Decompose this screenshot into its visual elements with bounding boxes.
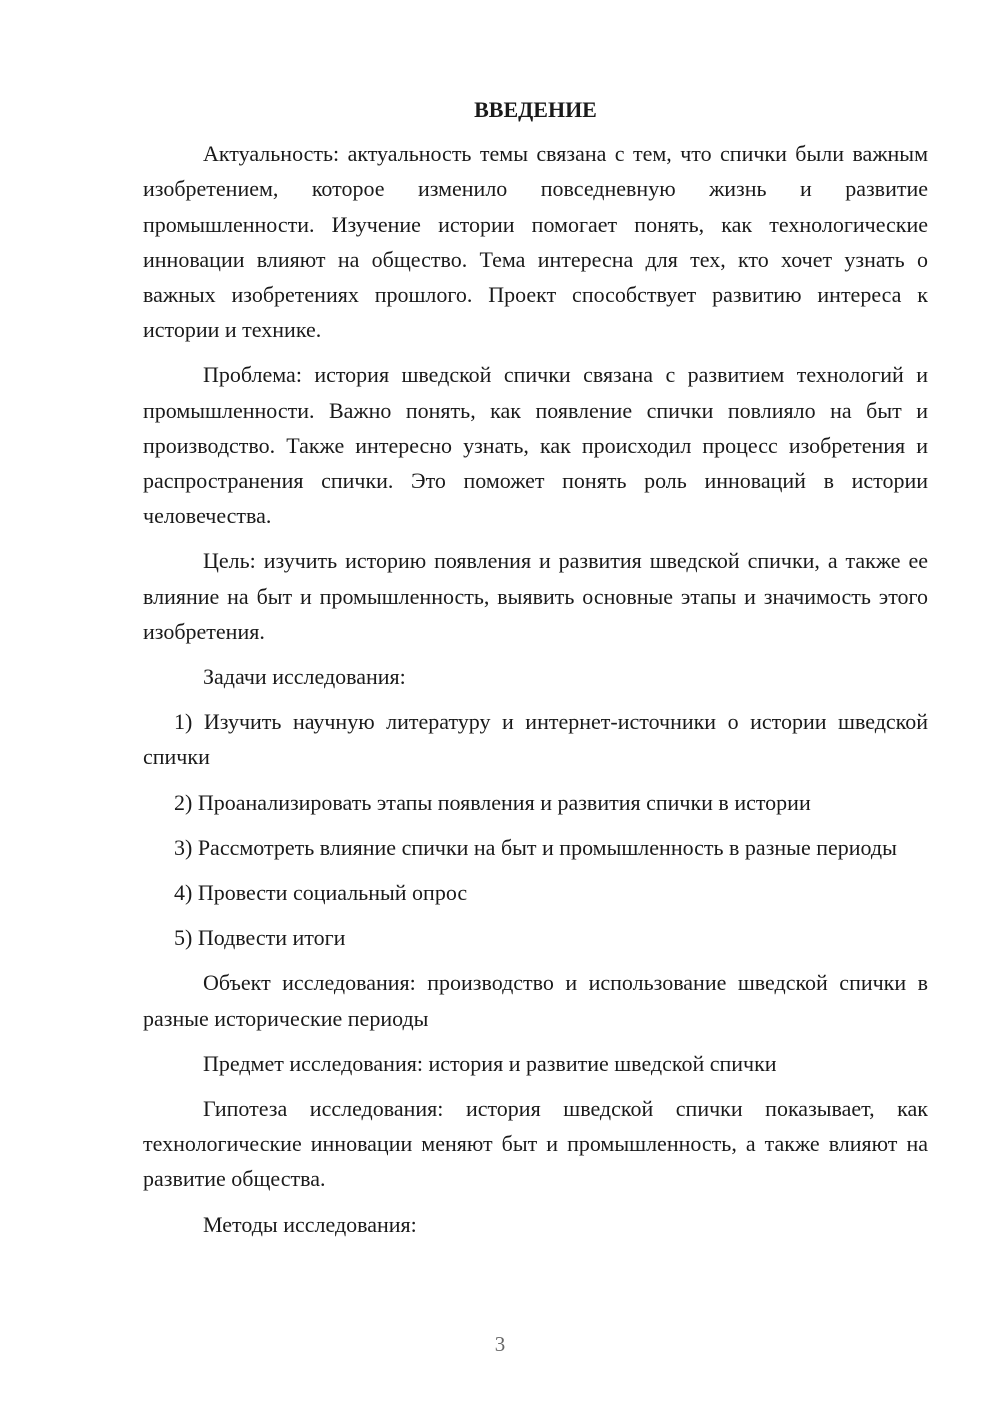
task-item-1: 1) Изучить научную литературу и интернет-источники о истории шведской спички	[143, 709, 928, 770]
methods-heading: Методы исследования:	[203, 1211, 417, 1237]
object-paragraph: Объект исследования: производство и использование шведской спички в разные исторические периоды	[143, 970, 928, 1031]
task-item-2: 2) Проанализировать этапы появления и развития спички в истории	[174, 789, 811, 815]
task-item-5: 5) Подвести итоги	[174, 925, 346, 951]
task-item-4: 4) Провести социальный опрос	[174, 880, 468, 906]
page-title: ВВЕДЕНИЕ	[474, 97, 597, 122]
problem-paragraph: Проблема: история шведской спички связана с развитием технологий и промышленности. Важно понять, как появление спички повлияло на быт и производство. Также интересно узнать, как происходил процесс изобретения и распространения спички. Это поможет понять роль инноваций в истории человечества.	[143, 362, 928, 529]
page-number: 3	[494, 1332, 506, 1356]
relevance-paragraph: Актуальность: актуальность темы связана с тем, что спички были важным изобретением, которое изменило повседневную жизнь и развитие промышленности. Изучение истории помогает понять, как технологические инновации влияют на общество. Тема интересна для тех, кто хочет узнать о важных изобретениях прошлого. Проект способствует развитию интереса к истории и технике.	[143, 141, 928, 343]
goal-paragraph: Цель: изучить историю появления и развития шведской спички, а также ее влияние на быт и промышленность, выявить основные этапы и значимость этого изобретения.	[143, 548, 928, 644]
hypothesis-paragraph: Гипотеза исследования: история шведской спички показывает, как технологические инновации меняют быт и промышленность, а также влияют на развитие общества.	[143, 1096, 928, 1192]
task-item-3: 3) Рассмотреть влияние спички на быт и промышленность в разные периоды	[174, 834, 897, 860]
document-page	[143, 92, 928, 1252]
tasks-heading: Задачи исследования:	[203, 664, 406, 690]
subject-paragraph: Предмет исследования: история и развитие шведской спички	[203, 1050, 777, 1076]
